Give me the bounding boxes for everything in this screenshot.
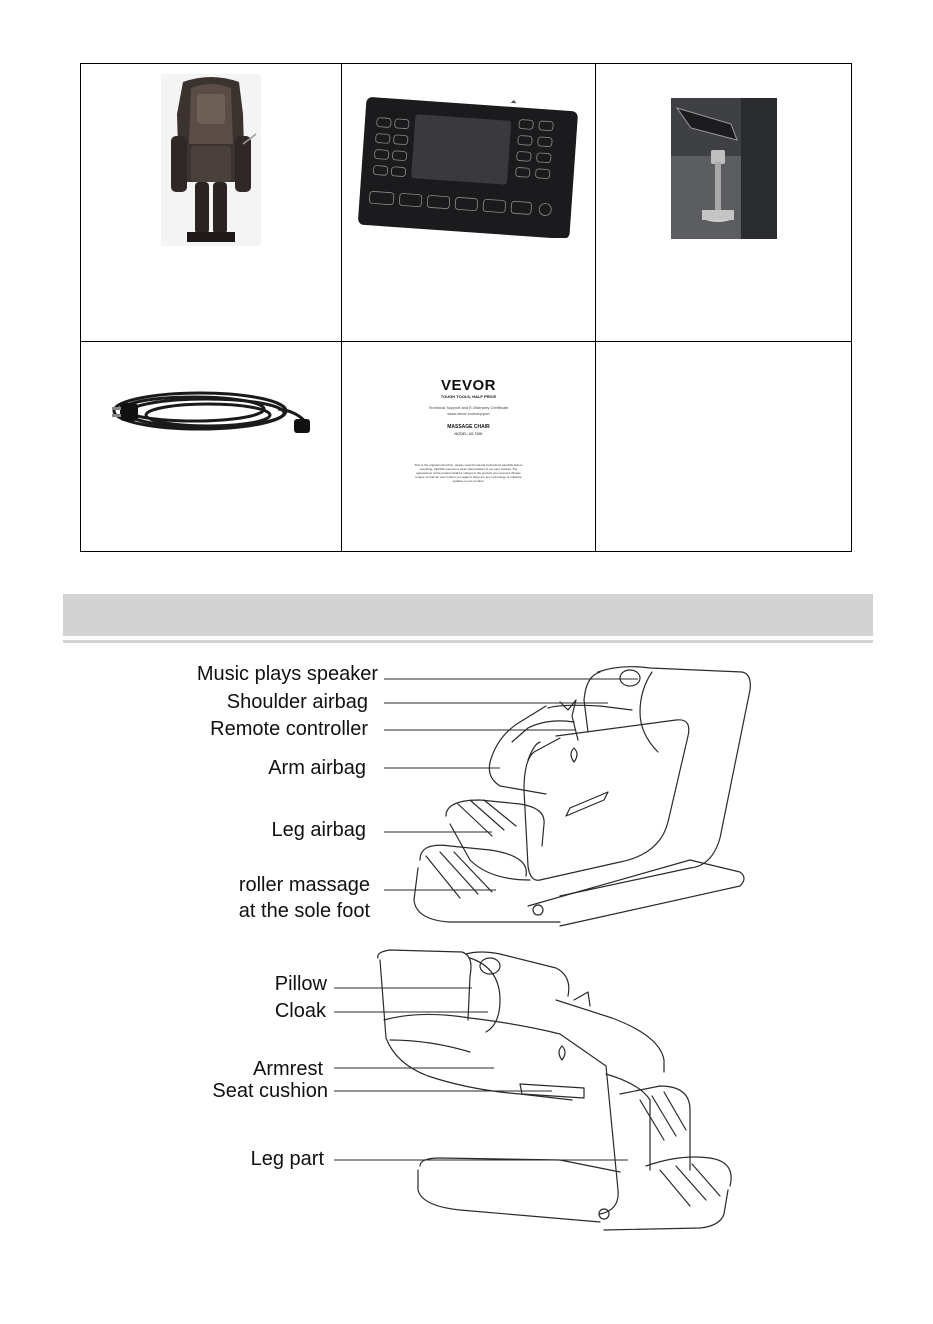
label-leg-airbag: Leg airbag bbox=[271, 819, 366, 841]
label-roller-massage: roller massage bbox=[238, 874, 370, 896]
label-at-the-sole-foot: at the sole foot bbox=[238, 900, 370, 922]
label-shoulder-airbag: Shoulder airbag bbox=[226, 691, 368, 713]
manual-support-line-2: www.vevor.com/support bbox=[447, 411, 490, 416]
label-cloak: Cloak bbox=[274, 1000, 326, 1022]
chair-drawing-top bbox=[414, 667, 750, 926]
label-leg-part: Leg part bbox=[250, 1148, 324, 1170]
manual-brand-logo: VEVOR bbox=[440, 377, 496, 394]
label-music-plays-speaker: Music plays speaker bbox=[196, 663, 378, 685]
manual-tagline: TOUGH TOOLS, HALF PRICE bbox=[440, 394, 497, 399]
leader-lines bbox=[334, 679, 638, 1160]
label-pillow: Pillow bbox=[274, 973, 327, 995]
manual-product-title: MASSAGE CHAIR bbox=[447, 424, 490, 430]
manual-fine-print: This is the original instruction, please read all manual instructions carefully before operating. VEVOR reserves a clear interpretation of our user manual. The appearance of the product shall be subject to the product you received. Please forgive us that we won't inform you again if there are any technology or software updates on our product. bbox=[414, 463, 523, 483]
label-armrest: Armrest bbox=[253, 1058, 323, 1080]
label-remote-controller: Remote controller bbox=[210, 718, 368, 740]
label-seat-cushion: Seat cushion bbox=[212, 1080, 328, 1102]
manual-support-line-1: Technical Support and E-Warranty Certificate bbox=[428, 405, 509, 410]
chair-drawing-bottom bbox=[378, 950, 731, 1230]
manual-model-number: MODEL: AS-T690 bbox=[454, 432, 483, 436]
label-arm-airbag: Arm airbag bbox=[268, 757, 366, 779]
